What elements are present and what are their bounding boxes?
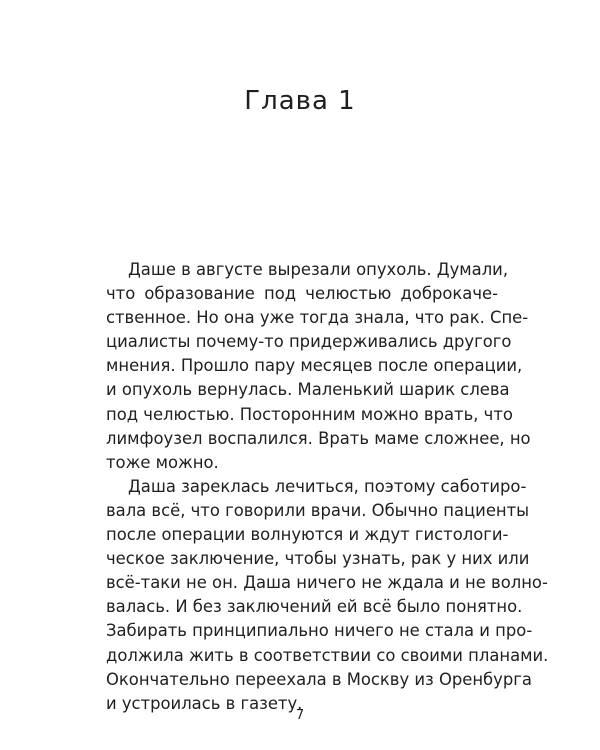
text-line: тоже можно. [106, 452, 219, 472]
text-line: и устроилась в газету. [106, 693, 303, 713]
text-line: Забирать принципиально ничего не стала и про- [106, 621, 533, 641]
chapter-title: Глава 1 [244, 86, 356, 116]
paragraph-1 [106, 258, 531, 475]
text-line: должила жить в соответствии со своими планами. [106, 645, 549, 665]
text-line: Даша зареклась лечиться, поэтому саботиро- [128, 476, 527, 496]
text-line: что образование под челюстью доброкаче- [106, 284, 498, 304]
text-line: ственное. Но она уже тогда знала, что рак. Спе- [106, 308, 529, 328]
paragraph-2 [106, 475, 549, 716]
text-line: после операции волнуются и ждут гистологи- [106, 525, 509, 545]
text-line: вала всё, что говорили врачи. Обычно пациенты [106, 500, 530, 520]
body-text [106, 258, 549, 716]
text-line: мнения. Прошло пару месяцев после операции, [106, 356, 523, 376]
page-number: 7 [295, 708, 305, 723]
text-line: всё-таки не он. Даша ничего не ждала и не волно- [106, 573, 548, 593]
text-line: ческое заключение, чтобы узнать, рак у них или [106, 549, 530, 569]
text-line: валась. И без заключений ей всё было понятно. [106, 597, 523, 617]
text-line: под челюстью. Посторонним можно врать, что [106, 404, 513, 424]
text-line: и опухоль вернулась. Маленький шарик слева [106, 380, 510, 400]
text-line: лимфоузел воспалился. Врать маме сложнее, но [106, 428, 531, 448]
text-line: Окончательно переехала в Москву из Оренбурга [106, 669, 532, 689]
text-line: циалисты почему-то придерживались другого [106, 332, 512, 352]
text-line: Даше в августе вырезали опухоль. Думали, [128, 260, 509, 279]
